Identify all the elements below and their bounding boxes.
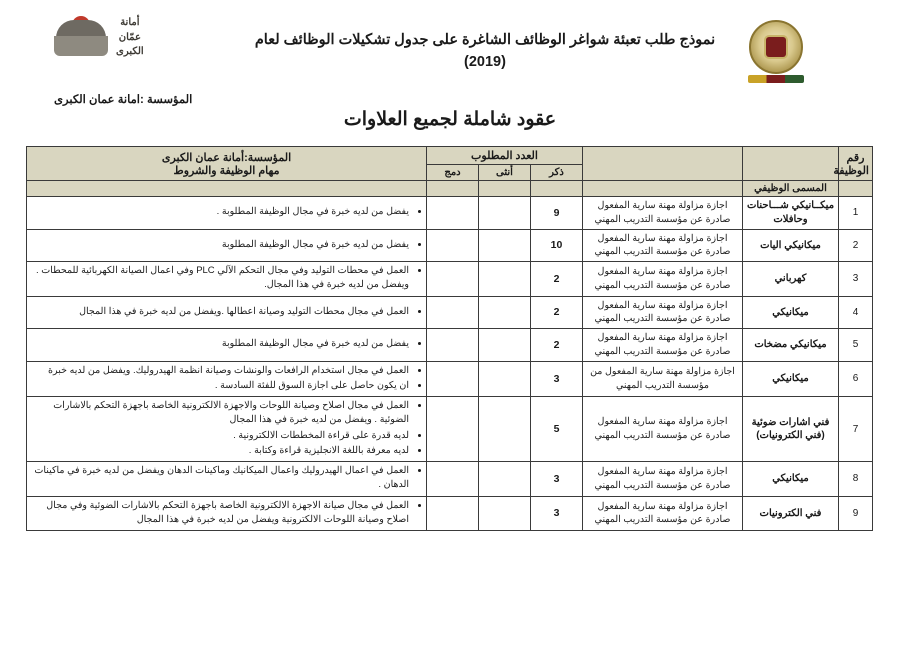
row-task-item: • العمل في محطات التوليد وفي مجال التحكم الآلي PLC وفي اعمال الصيانة الكهربائية للمحطات . ويفضل من لديه خبرة في هذا المجال. (30, 264, 409, 293)
page-title: نموذج طلب تعبئة شواغر الوظائف الشاغرة على جدول تشكيلات الوظائف لعام (2019) (254, 32, 716, 70)
row-task-item: • العمل في مجال اصلاح وصيانة اللوحات والاجهزة الالكترونية الخاصة باجهزة التحكم بالاشارات الضوئية . ويفضل من لديه خبرة في هذا المجال (30, 399, 409, 428)
th-female-blank (479, 181, 531, 197)
row-male-count: 3 (531, 496, 583, 531)
row-male-count: 5 (531, 397, 583, 462)
row-female-count (479, 397, 531, 462)
row-male-count: 2 (531, 329, 583, 362)
row-merge-count (427, 262, 479, 297)
logo-wordmark (116, 16, 144, 60)
row-tasks-list (30, 499, 423, 528)
row-tasks-list (30, 464, 423, 493)
row-female-count (479, 361, 531, 397)
row-tasks (27, 229, 427, 262)
th-merge-blank (427, 181, 479, 197)
ribbon-icon (748, 75, 804, 83)
table-row (27, 329, 873, 362)
th-tasks-line2: مهام الوظيفة والشروط (173, 164, 280, 177)
row-conditions: اجازة مزاولة مهنة سارية المفعول صادرة عن مؤسسة التدريب المهني (583, 496, 743, 531)
table-header-row-1 (27, 147, 873, 165)
row-job-title: كهرباني (743, 262, 839, 297)
row-tasks (27, 496, 427, 531)
row-task-item: • يفضل من لديه خبرة في مجال الوظيفة المطلوبة (30, 238, 409, 252)
row-number: 4 (839, 296, 873, 329)
row-merge-count (427, 496, 479, 531)
row-female-count (479, 496, 531, 531)
row-tasks-list (30, 305, 423, 319)
row-tasks-list (30, 364, 423, 394)
table-body (27, 197, 873, 531)
row-conditions: اجازة مزاولة مهنة سارية المفعول صادرة عن مؤسسة التدريب المهني (583, 462, 743, 497)
row-number: 5 (839, 329, 873, 362)
row-job-title: ميكانيكي (743, 296, 839, 329)
row-tasks (27, 397, 427, 462)
th-tasks-line1: المؤسسة:أمانة عمان الكبرى (161, 151, 292, 164)
row-conditions: اجازة مزاولة مهنة سارية المفعول صادرة عن مؤسسة التدريب المهني (583, 262, 743, 297)
row-tasks (27, 197, 427, 230)
row-male-count: 3 (531, 462, 583, 497)
th-male-blank (531, 181, 583, 197)
row-tasks-list (30, 399, 423, 458)
row-task-item: • لديه معرفة باللغة الانجليزية قراءة وكتابة . (30, 444, 409, 458)
row-conditions: اجازة مزاولة مهنة سارية المفعول صادرة عن مؤسسة التدريب المهني (583, 329, 743, 362)
row-conditions: اجازة مزاولة مهنة سارية المفعول صادرة عن مؤسسة التدريب المهني (583, 197, 743, 230)
vacancies-table (26, 146, 873, 531)
th-job-title-group (743, 147, 839, 181)
row-task-item: • العمل في مجال استخدام الرافعات والونشات وصيانة انظمة الهيدروليك. ويفضل من لديه خبرة (30, 364, 409, 378)
table-row (27, 496, 873, 531)
crest-icon (749, 20, 803, 74)
row-merge-count (427, 229, 479, 262)
th-number-blank (839, 181, 873, 197)
table-row (27, 197, 873, 230)
row-job-title: ميكانيكي مضخات (743, 329, 839, 362)
th-female: أنثى (479, 165, 531, 181)
vacancies-table-container (27, 146, 873, 531)
row-male-count: 2 (531, 296, 583, 329)
institution-label: المؤسسة :امانة عمان الكبرى (54, 94, 193, 106)
logo-wordmark-line3: الكبرى (116, 46, 144, 58)
row-tasks (27, 296, 427, 329)
row-tasks (27, 361, 427, 397)
table-row (27, 361, 873, 397)
row-tasks (27, 262, 427, 297)
row-female-count (479, 462, 531, 497)
logo-wordmark-line2: عمّان (118, 31, 141, 43)
row-male-count: 9 (531, 197, 583, 230)
row-number: 8 (839, 462, 873, 497)
row-merge-count (427, 329, 479, 362)
table-row (27, 462, 873, 497)
row-conditions: اجازة مزاولة مهنة سارية المفعول صادرة عن مؤسسة التدريب المهني (583, 296, 743, 329)
row-task-item: • ان يكون حاصل على اجازة السوق للفئة السادسة . (30, 379, 409, 393)
row-task-item: • يفضل من لديه خبرة في مجال الوظيفة المطلوبة (30, 337, 409, 351)
table-subheader-row (27, 181, 873, 197)
row-tasks (27, 329, 427, 362)
logo-wordmark-line1: أمانة (120, 17, 140, 29)
row-female-count (479, 262, 531, 297)
th-male: ذكر (531, 165, 583, 181)
th-job-title: المسمى الوظيفي (743, 181, 839, 197)
row-tasks-list (30, 205, 423, 219)
table-head (27, 147, 873, 197)
jordan-emblem-logo-icon (740, 18, 812, 74)
row-job-title: ميكانيكي (743, 361, 839, 397)
th-conditions (583, 181, 743, 197)
row-merge-count (427, 197, 479, 230)
row-job-title: ميكانيكي (743, 462, 839, 497)
row-job-title: ميكــانيكي شـــاحنات وحافلات (743, 197, 839, 230)
row-number: 9 (839, 496, 873, 531)
row-female-count (479, 197, 531, 230)
table-row (27, 262, 873, 297)
row-tasks-list (30, 238, 423, 252)
row-female-count (479, 329, 531, 362)
row-tasks-list (30, 264, 423, 293)
row-task-item: • يفضل من لديه خبرة في مجال الوظيفة المطلوبة . (30, 205, 409, 219)
th-number: رقم الوظيفة (839, 147, 873, 181)
row-male-count: 3 (531, 361, 583, 397)
table-row (27, 229, 873, 262)
row-number: 3 (839, 262, 873, 297)
row-task-item: • لديه قدرة على قراءة المخططات الالكترونية . (30, 429, 409, 443)
row-tasks (27, 462, 427, 497)
th-tasks-blank (27, 181, 427, 197)
table-row (27, 397, 873, 462)
row-merge-count (427, 397, 479, 462)
row-male-count: 10 (531, 229, 583, 262)
row-conditions: اجازة مزاولة مهنة سارية المفعول صادرة عن مؤسسة التدريب المهني (583, 397, 743, 462)
row-female-count (479, 229, 531, 262)
row-male-count: 2 (531, 262, 583, 297)
row-task-item: • العمل في مجال محطات التوليد وصيانة اعطالها .ويفضل من لديه خبرة في هذا المجال (30, 305, 409, 319)
th-merge: دمج (427, 165, 479, 181)
th-conditions-group (583, 147, 743, 181)
row-task-item: • العمل في مجال صيانة الاجهزة الالكترونية الخاصة باجهزة التحكم بالاشارات الضوئية وفي مجال اصلاح وصيانة اللوحات الالكترونية ويفضل من لديه خبرة في هذا المجال (30, 499, 409, 528)
row-conditions: اجازة مزاولة مهنة سارية المفعول صادرة عن مؤسسة التدريب المهني (583, 229, 743, 262)
row-number: 2 (839, 229, 873, 262)
row-merge-count (427, 462, 479, 497)
document-header (0, 0, 900, 82)
row-tasks-list (30, 337, 423, 351)
row-conditions: اجازة مزاولة مهنة سارية المفعول من مؤسسة التدريب المهني (583, 361, 743, 397)
row-number: 6 (839, 361, 873, 397)
row-job-title: فني الكترونيات (743, 496, 839, 531)
document-subtitle: عقود شاملة لجميع العلاوات (343, 109, 557, 130)
base-shape-icon (54, 36, 108, 56)
row-merge-count (427, 361, 479, 397)
th-tasks (27, 147, 427, 181)
row-number: 1 (839, 197, 873, 230)
amman-emblem-icon (52, 14, 110, 62)
amman-municipality-logo (52, 14, 144, 62)
row-job-title: ميكانيكي اليات (743, 229, 839, 262)
row-task-item: • العمل في اعمال الهيدروليك واعمال الميكانيك وماكينات الدهان ويفضل من لديه خبرة في ماكينات الدهان . (30, 464, 409, 493)
row-number: 7 (839, 397, 873, 462)
row-female-count (479, 296, 531, 329)
th-required-count: العدد المطلوب (427, 147, 583, 165)
table-row (27, 296, 873, 329)
row-job-title: فني اشارات ضوئية (فني الكترونيات) (743, 397, 839, 462)
row-merge-count (427, 296, 479, 329)
